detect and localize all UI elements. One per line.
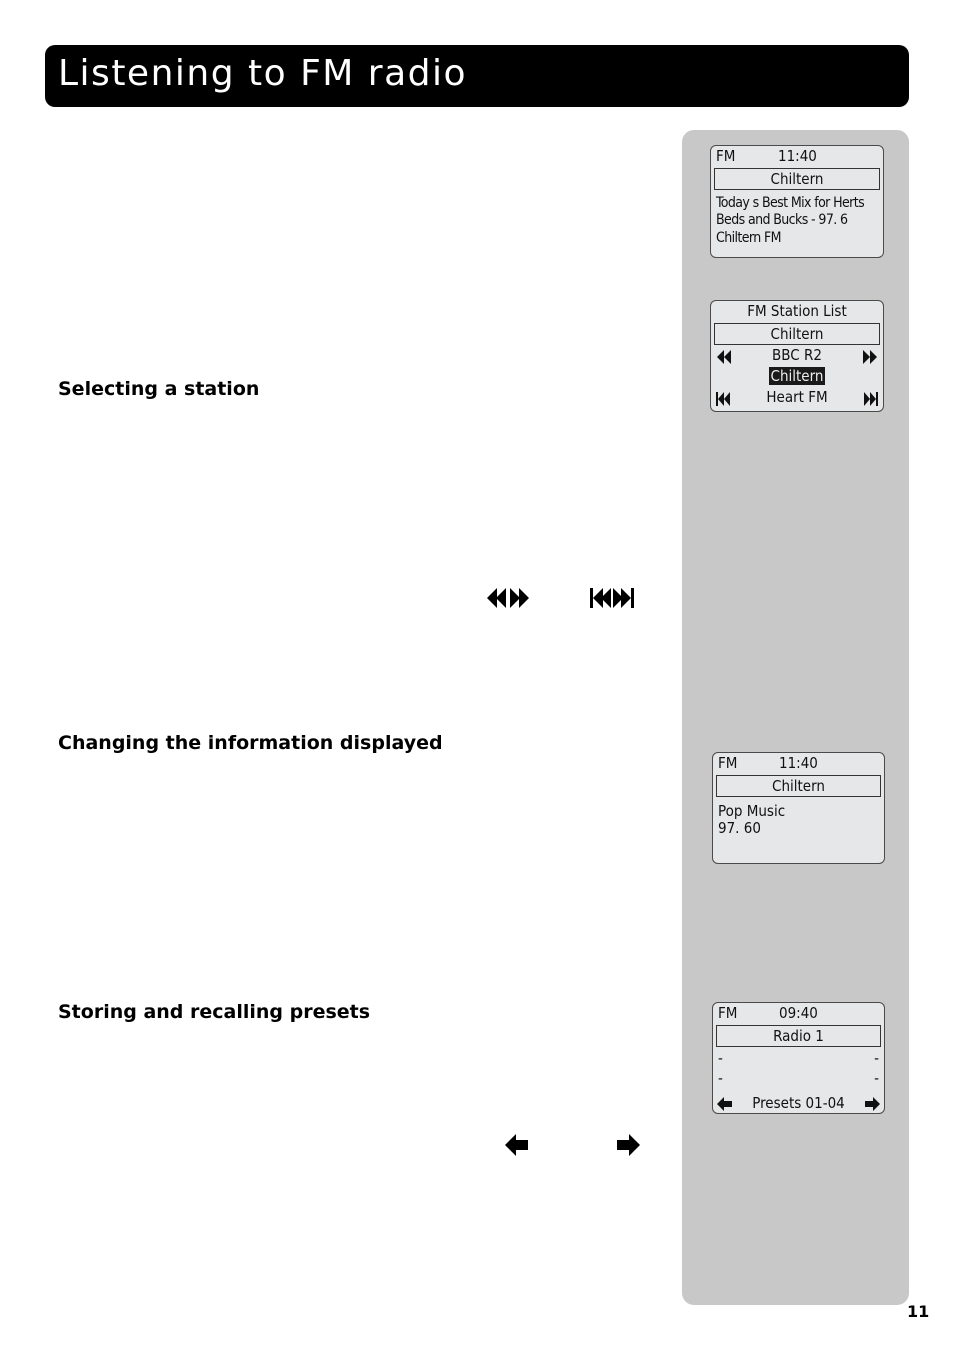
lcd-screen-now-playing <box>710 145 884 258</box>
page-number: 11 <box>907 1302 930 1321</box>
info-line-3: Chiltern FM <box>716 230 781 246</box>
info-line-1: Today s Best Mix for Herts <box>716 195 865 211</box>
page-title: Listening to FM radio <box>58 53 468 94</box>
right-arrow-icon <box>865 1097 880 1111</box>
lcd-screen-info-display <box>712 752 885 864</box>
seek-back-icon <box>717 350 731 364</box>
list-item: BBC R2 <box>772 346 822 364</box>
preset-slot-empty: - <box>718 1069 723 1087</box>
heading-storing-presets: Storing and recalling presets <box>58 1001 371 1023</box>
lcd-screen-presets <box>712 1002 885 1114</box>
time-label: 11:40 <box>779 754 818 772</box>
band-label: FM <box>718 1004 738 1022</box>
preset-slot-empty: - <box>718 1049 723 1067</box>
info-line-2: Beds and Bucks - 97. 6 <box>716 212 848 228</box>
band-label: FM <box>718 754 738 772</box>
time-label: 11:40 <box>778 147 817 165</box>
preset-slot-empty: - <box>874 1049 879 1067</box>
left-arrow-icon <box>505 1133 529 1157</box>
skip-back-icon <box>716 392 731 406</box>
heading-selecting-station: Selecting a station <box>58 378 260 400</box>
list-item: Heart FM <box>766 388 828 406</box>
title-bar <box>45 45 909 107</box>
heading-changing-info: Changing the information displayed <box>58 732 443 754</box>
skip-back-forward-icon <box>590 586 634 610</box>
time-label: 09:40 <box>779 1004 818 1022</box>
right-arrow-icon <box>616 1133 640 1157</box>
skip-forward-icon <box>863 392 878 406</box>
lcd-screen-station-list <box>710 300 884 412</box>
seek-back-forward-icon <box>487 586 529 610</box>
station-name: Radio 1 <box>716 1025 881 1047</box>
info-line-2: 97. 60 <box>718 819 761 837</box>
preset-slot-empty: - <box>874 1069 879 1087</box>
station-name: Chiltern <box>714 168 880 190</box>
selected-station: Chiltern <box>714 323 880 345</box>
presets-range: Presets 01-04 <box>752 1094 845 1112</box>
band-label: FM <box>716 147 736 165</box>
seek-forward-icon <box>863 350 877 364</box>
station-name: Chiltern <box>716 775 881 797</box>
list-item-highlighted: Chiltern <box>770 367 824 385</box>
list-title: FM Station List <box>747 302 847 320</box>
info-line-1: Pop Music <box>718 802 786 820</box>
